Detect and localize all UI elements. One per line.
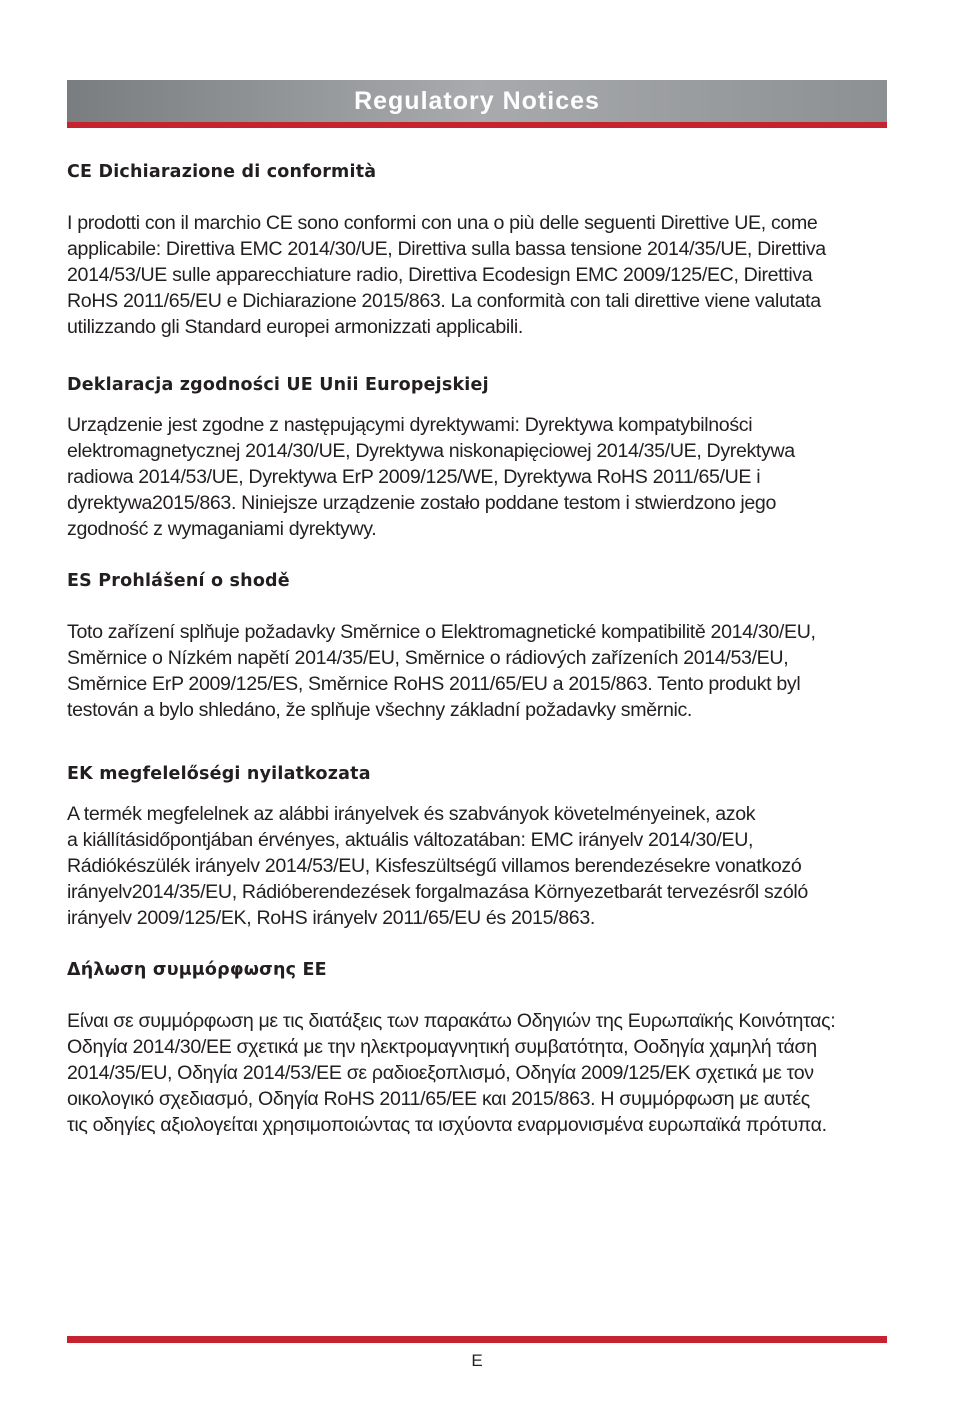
section-body: I prodotti con il marchio CE sono conformi con una o più delle seguenti Direttive UE, come applicabile: Direttiva EMC 2014/30/UE, Direttiva sulla bassa tensione 2014/35/UE, Direttiva 2014/53/UE sulle apparecchiature radio, Direttiva Ecodesign EMC 2009/125/EC, Direttiva RoHS 2011/65/EU e Dichiarazione 2015/863. La conformità con tali direttive viene valutata utilizzando gli Standard europei armonizzati applicabili. — [67, 212, 826, 338]
section-heading: CE Dichiarazione di conformità — [67, 162, 377, 182]
section-declaration-greek — [67, 960, 897, 1138]
section-body: A termék megfelelnek az alábbi irányelvek és szabványok követelményeinek, azok a kiállításidőpontjában érvényes, aktuális változatában: EMC irányelv 2014/30/EU, Rádiókészülék irányelv 2014/53/EU, Kisfeszültségű villamos berendezésekre vonatkozó irányelv2014/35/EU, Rádióberendezések forgalmazása Környezetbarát tervezésről szóló irányelv 2009/125/EK, RoHS irányelv 2011/65/EU és 2015/863. — [67, 803, 808, 929]
footer-divider — [67, 1336, 887, 1343]
section-declaration-czech — [67, 571, 897, 723]
section-ce-declaration-italian — [67, 162, 897, 340]
header-banner — [67, 80, 887, 122]
section-body: Toto zařízení splňuje požadavky Směrnice o Elektromagnetické kompatibilitě 2014/30/EU, Směrnice o Nízkém napětí 2014/35/EU, Směrnice o rádiových zařízeních 2014/53/EU, Směrnice ErP 2009/125/ES, Směrnice RoHS 2011/65/EU a 2015/863. Tento produkt byl testován a bylo shledáno, že splňuje všechny základní požadavky směrnic. — [67, 621, 816, 721]
section-body: Urządzenie jest zgodne z następującymi dyrektywami: Dyrektywa kompatybilności elektromagnetycznej 2014/30/UE, Dyrektywa niskonapięciowej 2014/35/UE, Dyrektywa radiowa 2014/53/UE, Dyrektywa ErP 2009/125/WE, Dyrektywa RoHS 2011/65/UE i dyrektywa2015/863. Niniejsze urządzenie zostało poddane testom i stwierdzono jego zgodność z wymaganiami dyrektywy. — [67, 414, 795, 540]
section-heading: ES Prohlášení o shodě — [67, 571, 290, 591]
section-eu-declaration-polish — [67, 375, 897, 542]
section-declaration-hungarian — [67, 764, 897, 931]
section-heading: Δήλωση συμμόρφωσης ΕΕ — [67, 960, 327, 980]
section-heading: Deklaracja zgodności UE Unii Europejskiej — [67, 375, 489, 395]
section-body: Είναι σε συμμόρφωση με τις διατάξεις των παρακάτω Οδηγιών της Ευρωπαϊκής Κοινότητας: Οδηγία 2014/30/EE σχετικά με την ηλεκτρομαγνητική συμβατότητα, Οοδηγία χαμηλή τάση 2014/35/EU, Οδηγία 2014/53/EE σε ραδιοεξοπλισμό, Οδηγία 2009/125/EK σχετικά με τον οικολογικό σχεδιασμό, Οδηγία RoHS 2011/65/EE και 2015/863. Η συμμόρφωση με αυτές τις οδηγίες αξιολογείται χρησιμοποιώντας τα ισχύοντα εναρμονισμένα ευρωπαϊκά πρότυπα. — [67, 1010, 836, 1136]
page-title: Regulatory Notices — [354, 86, 600, 115]
header-divider — [67, 122, 887, 128]
page-number: E — [471, 1351, 483, 1370]
section-heading: EK megfelelőségi nyilatkozata — [67, 764, 371, 784]
